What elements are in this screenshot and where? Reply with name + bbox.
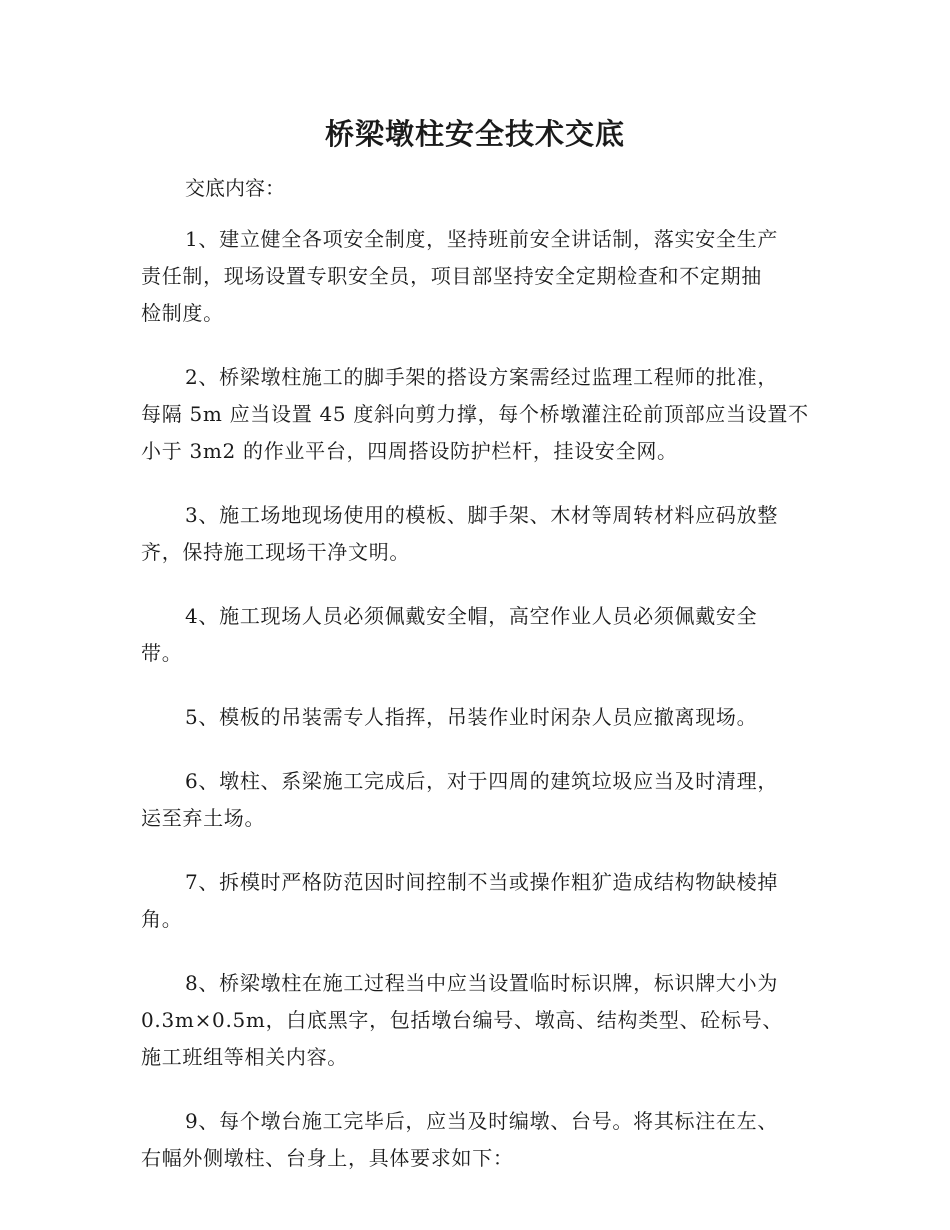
paragraph-line: 齐，保持施工现场干净文明。 (141, 540, 411, 564)
paragraph-line: 施工班组等相关内容。 (141, 1045, 348, 1069)
document-body (141, 221, 813, 1204)
paragraph-line: 每隔 5m 应当设置 45 度斜向剪力撑，每个桥墩灌注砼前顶部应当设置不 (141, 402, 809, 426)
paragraph-8 (141, 965, 813, 1076)
paragraph-5 (141, 699, 813, 736)
paragraph-line: 角。 (141, 907, 183, 931)
paragraph-line: 带。 (141, 641, 183, 665)
paragraph-line: 1、建立健全各项安全制度，坚持班前安全讲话制，落实安全生产 (185, 227, 779, 251)
paragraph-line: 2、桥梁墩柱施工的脚手架的搭设方案需经过监理工程师的批准， (185, 365, 779, 389)
paragraph-line: 4、施工现场人员必须佩戴安全帽，高空作业人员必须佩戴安全 (185, 604, 758, 628)
paragraph-line: 9、每个墩台施工完毕后，应当及时编墩、台号。将其标注在左、 (185, 1109, 779, 1133)
paragraph-1 (141, 221, 813, 332)
paragraph-7 (141, 864, 813, 938)
paragraph-2 (141, 359, 813, 470)
paragraph-6 (141, 763, 813, 837)
paragraph-line: 小于 3m2 的作业平台，四周搭设防护栏杆，挂设安全网。 (141, 439, 678, 463)
paragraph-line: 8、桥梁墩柱在施工过程当中应当设置临时标识牌，标识牌大小为 (185, 971, 779, 995)
paragraph-3 (141, 497, 813, 571)
paragraph-line: 5、模板的吊装需专人指挥，吊装作业时闲杂人员应撤离现场。 (185, 705, 758, 729)
document-title: 桥梁墩柱安全技术交底 (324, 117, 625, 151)
paragraph-4 (141, 598, 813, 672)
paragraph-9 (141, 1103, 813, 1177)
paragraph-line: 右幅外侧墩柱、台身上，具体要求如下： (141, 1146, 514, 1170)
paragraph-line: 运至弃土场。 (141, 806, 266, 830)
paragraph-line: 3、施工场地现场使用的模板、脚手架、木材等周转材料应码放整 (185, 503, 779, 527)
intro-label: 交底内容： (185, 176, 285, 200)
paragraph-line: 责任制，现场设置专职安全员，项目部坚持安全定期检查和不定期抽 (141, 264, 762, 288)
paragraph-line: 7、拆模时严格防范因时间控制不当或操作粗犷造成结构物缺棱掉 (185, 870, 779, 894)
paragraph-line: 6、墩柱、系梁施工完成后，对于四周的建筑垃圾应当及时清理， (185, 769, 779, 793)
paragraph-line: 检制度。 (141, 301, 224, 325)
paragraph-line: 0.3m×0.5m，白底黑字，包括墩台编号、墩高、结构类型、砼标号、 (141, 1008, 784, 1032)
